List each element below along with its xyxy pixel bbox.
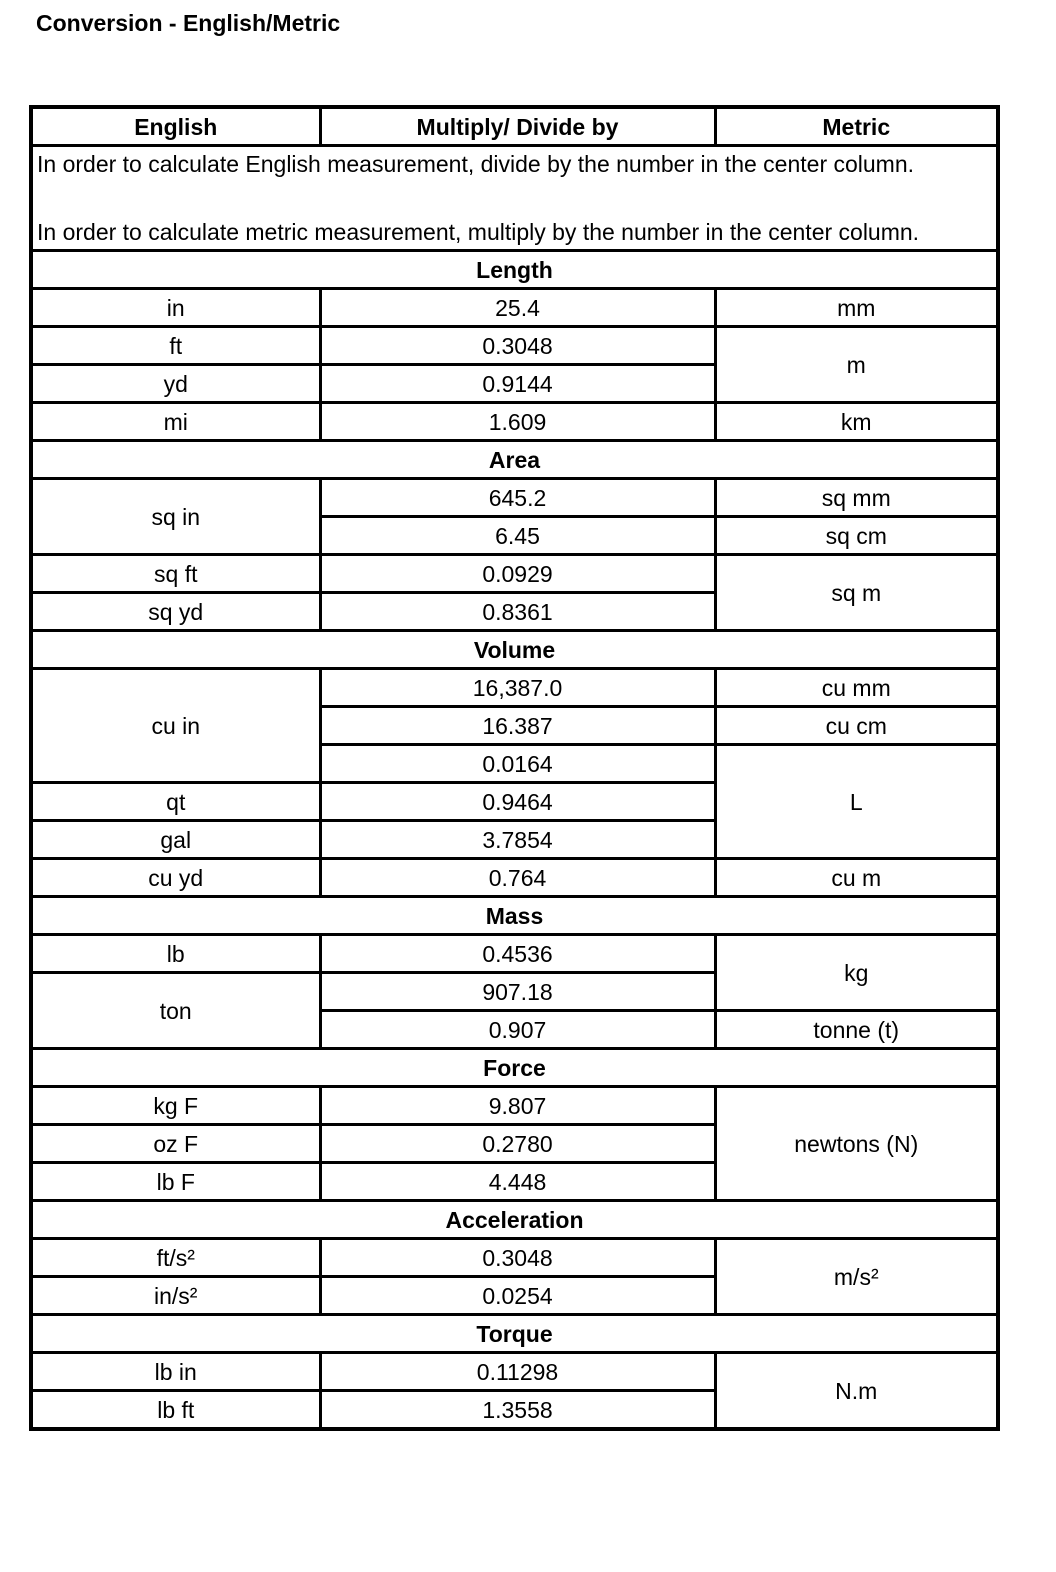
metric-unit: kg	[715, 935, 998, 1011]
factor-value: 1.3558	[320, 1391, 715, 1430]
factor-value: 0.11298	[320, 1353, 715, 1391]
factor-value: 9.807	[320, 1087, 715, 1125]
english-unit: cu yd	[31, 859, 320, 897]
english-unit: lb F	[31, 1163, 320, 1201]
table-row	[31, 669, 998, 707]
metric-unit: mm	[715, 289, 998, 327]
english-unit: kg F	[31, 1087, 320, 1125]
english-unit: oz F	[31, 1125, 320, 1163]
english-unit: in/s²	[31, 1277, 320, 1315]
section-length: Length	[31, 251, 998, 289]
english-unit: gal	[31, 821, 320, 859]
english-unit: ton	[31, 973, 320, 1049]
factor-value: 16,387.0	[320, 669, 715, 707]
factor-value: 907.18	[320, 973, 715, 1011]
header-row	[31, 107, 998, 146]
section-mass: Mass	[31, 897, 998, 935]
metric-unit: sq mm	[715, 479, 998, 517]
factor-value: 0.8361	[320, 593, 715, 631]
english-unit: lb ft	[31, 1391, 320, 1430]
section-volume: Volume	[31, 631, 998, 669]
factor-value: 0.9144	[320, 365, 715, 403]
factor-value: 1.609	[320, 403, 715, 441]
factor-value: 0.0164	[320, 745, 715, 783]
table-row	[31, 1239, 998, 1277]
english-unit: in	[31, 289, 320, 327]
section-area: Area	[31, 441, 998, 479]
metric-unit: cu cm	[715, 707, 998, 745]
factor-value: 0.3048	[320, 327, 715, 365]
section-row	[31, 897, 998, 935]
factor-value: 25.4	[320, 289, 715, 327]
metric-unit: L	[715, 745, 998, 859]
metric-unit: N.m	[715, 1353, 998, 1430]
english-unit: sq ft	[31, 555, 320, 593]
header-factor: Multiply/ Divide by	[320, 107, 715, 146]
instruction-english: In order to calculate English measurement, divide by the number in the center column.	[37, 151, 915, 177]
metric-unit: cu mm	[715, 669, 998, 707]
metric-unit: m/s²	[715, 1239, 998, 1315]
header-english: English	[31, 107, 320, 146]
english-unit: sq in	[31, 479, 320, 555]
english-unit: yd	[31, 365, 320, 403]
english-unit: cu in	[31, 669, 320, 783]
section-row	[31, 1049, 998, 1087]
metric-unit: sq cm	[715, 517, 998, 555]
section-acceleration: Acceleration	[31, 1201, 998, 1239]
section-row	[31, 631, 998, 669]
instruction-metric: In order to calculate metric measurement, multiply by the number in the center column.	[37, 219, 920, 245]
english-unit: ft	[31, 327, 320, 365]
instructions-row	[31, 146, 998, 251]
factor-value: 0.4536	[320, 935, 715, 973]
english-unit: lb in	[31, 1353, 320, 1391]
factor-value: 6.45	[320, 517, 715, 555]
table-row	[31, 935, 998, 973]
factor-value: 0.9464	[320, 783, 715, 821]
metric-unit: m	[715, 327, 998, 403]
section-row	[31, 251, 998, 289]
factor-value: 0.0929	[320, 555, 715, 593]
factor-value: 0.2780	[320, 1125, 715, 1163]
section-torque: Torque	[31, 1315, 998, 1353]
metric-unit: newtons (N)	[715, 1087, 998, 1201]
english-unit: qt	[31, 783, 320, 821]
factor-value: 0.907	[320, 1011, 715, 1049]
table-row	[31, 1353, 998, 1391]
table-row	[31, 289, 998, 327]
factor-value: 0.3048	[320, 1239, 715, 1277]
metric-unit: cu m	[715, 859, 998, 897]
section-force: Force	[31, 1049, 998, 1087]
metric-unit: tonne (t)	[715, 1011, 998, 1049]
factor-value: 0.0254	[320, 1277, 715, 1315]
instructions-cell	[31, 146, 998, 251]
factor-value: 4.448	[320, 1163, 715, 1201]
factor-value: 3.7854	[320, 821, 715, 859]
conversion-table	[29, 105, 1000, 1431]
factor-value: 16.387	[320, 707, 715, 745]
table-row	[31, 403, 998, 441]
table-row	[31, 1087, 998, 1125]
metric-unit: km	[715, 403, 998, 441]
section-row	[31, 441, 998, 479]
header-metric: Metric	[715, 107, 998, 146]
metric-unit: sq m	[715, 555, 998, 631]
section-row	[31, 1315, 998, 1353]
english-unit: sq yd	[31, 593, 320, 631]
table-row	[31, 859, 998, 897]
factor-value: 0.764	[320, 859, 715, 897]
table-row	[31, 555, 998, 593]
english-unit: lb	[31, 935, 320, 973]
page-title: Conversion - English/Metric	[36, 10, 341, 36]
table-row	[31, 479, 998, 517]
factor-value: 645.2	[320, 479, 715, 517]
table-row	[31, 327, 998, 365]
english-unit: mi	[31, 403, 320, 441]
english-unit: ft/s²	[31, 1239, 320, 1277]
section-row	[31, 1201, 998, 1239]
